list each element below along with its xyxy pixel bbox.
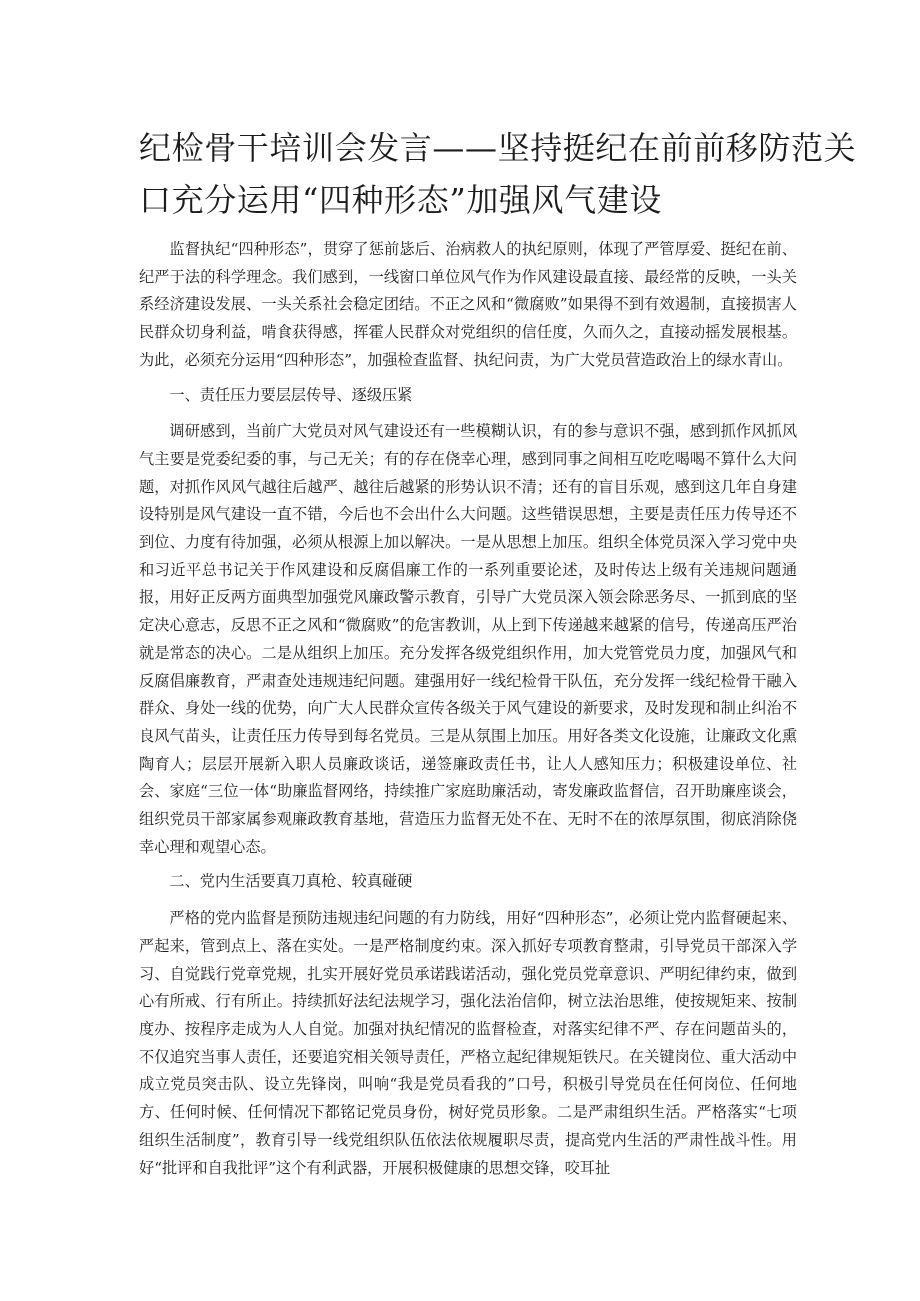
- title-line-1: 纪检骨干培训会发言——坚持挺纪在前前移防范关: [139, 129, 857, 167]
- section-2-paragraph: 严格的党内监督是预防违规违纪问题的有力防线，用好“四种形态”，必须让党内监督硬起来、严起来，管到点上、落在实处。一是严格制度约束。深入抓好专项教育整肃，引导党员干部深入学习、自觉践行党章党规，扎实开展好党员承诺践诺活动，强化党员党章意识、严明纪律约束，做到心有所戒、行有所止。持续抓好法纪法规学习，强化法治信仰，树立法治思维，使按规矩来、按制度办、按程序走成为人人自觉。加强对执纪情况的监督检查，对落实纪律不严、存在问题苗头的，不仅追究当事人责任，还要追究相关领导责任，严格立起纪律规矩铁尺。在关键岗位、重大活动中成立党员突击队、设立先锋岗，叫响“我是党员看我的”口号，积极引导党员在任何岗位、任何地方、任何时候、任何情况下都铭记党员身份，树好党员形象。二是严肃组织生活。严格落实“七项组织生活制度”，教育引导一线党组织队伍依法依规履职尽责，提高党内生活的严肃性战斗性。用好“批评和自我批评”这个有利武器，开展积极健康的思想交锋，咬耳扯: [139, 909, 797, 1177]
- section-1-heading: 一、责任压力要层层传导、逐级压紧: [169, 385, 413, 404]
- section-2-heading: 二、党内生活要真刀真枪、较真碰硬: [169, 872, 413, 891]
- document-body: [139, 236, 797, 1182]
- section-1-paragraph: 调研感到，当前广大党员对风气建设还有一些模糊认识，有的参与意识不强，感到抓作风抓风气主要是党委纪委的事，与己无关；有的存在侥幸心理，感到同事之间相互吃吃喝喝不算什么大问题，对抓作风风气越往后越严、越往后越紧的形势认识不清；还有的盲目乐观，感到这几年自身建设特别是风气建设一直不错，今后也不会出什么大问题。这些错误思想，主要是责任压力传导还不到位、力度有待加强，必须从根源上加以解决。一是从思想上加压。组织全体党员深入学习党中央和习近平总书记关于作风建设和反腐倡廉工作的一系列重要论述，及时传达上级有关违规问题通报，用好正反两方面典型加强党风廉政警示教育，引导广大党员深入领会除恶务尽、一抓到底的坚定决心意志，反思不正之风和“微腐败”的危害教训，从上到下传递越来越紧的信号，传递高压严治就是常态的决心。二是从组织上加压。充分发挥各级党组织作用，加大党管党员力度，加强风气和反腐倡廉教育，严肃查处违规违纪问题。建强用好一线纪检骨干队伍，充分发挥一线纪检骨干融入群众、身处一线的优势，向广大人民群众宣传各级关于风气建设的新要求，及时发现和制止纠治不良风气苗头，让责任压力传导到每名党员。三是从氛围上加压。用好各类文化设施，让廉政文化熏陶育人；层层开展新入职人员廉政谈话，递签廉政责任书，让人人感知压力；积极建设单位、社会、家庭“三位一体“助廉监督网络，持续推广家庭助廉活动，寄发廉政监督信，召开助廉座谈会，组织党员干部家属参观廉政教育基地，营造压力监督无处不在、无时不在的浓厚氛围，彻底消除侥幸心理和观望心态。: [139, 422, 797, 856]
- title-line-2: 口充分运用“四种形态”加强风气建设: [139, 181, 662, 219]
- document-title: [139, 122, 857, 226]
- intro-paragraph: 监督执纪“四种形态”，贯穿了惩前毖后、治病救人的执纪原则，体现了严管厚爱、挺纪在前、纪严于法的科学理念。我们感到，一线窗口单位风气作为作风建设最直接、最经常的反映，一头关系经济建设发展、一头关系社会稳定团结。不正之风和“微腐败”如果得不到有效遏制，直接损害人民群众切身利益，啃食获得感，挥霍人民群众对党组织的信任度，久而久之，直接动摇发展根基。为此，必须充分运用“四种形态”，加强检查监督、执纪问责，为广大党员营造政治上的绿水青山。: [139, 240, 797, 369]
